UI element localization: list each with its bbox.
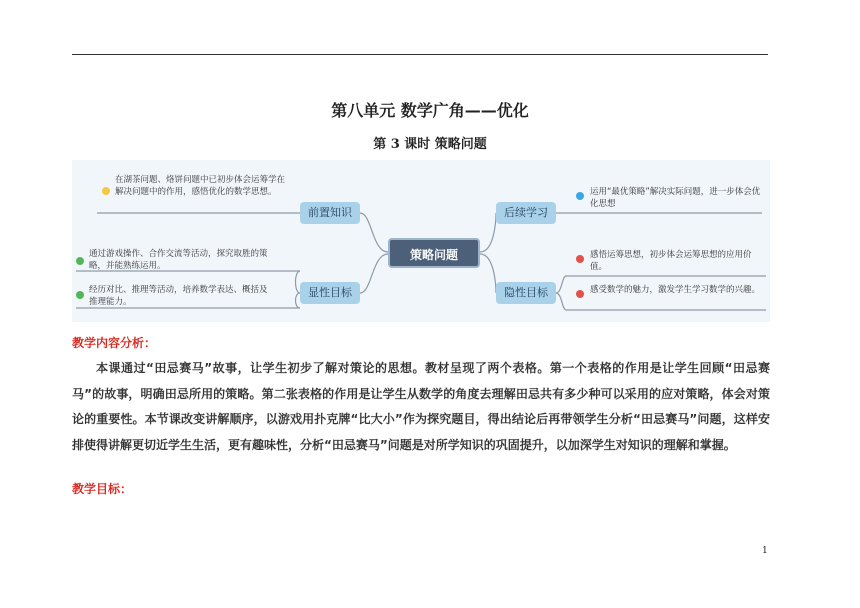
flag-icon xyxy=(576,290,584,298)
node-follow-up: 后续学习 xyxy=(496,202,556,224)
lesson-title: 第 3 课时 策略问题 xyxy=(373,137,487,152)
center-node: 策略问题 xyxy=(388,238,480,268)
leaf-follow-up: 运用“最优策略”解决实际问题，进一步体会优化思想 xyxy=(590,187,761,209)
info-icon xyxy=(576,192,584,200)
page-number: 1 xyxy=(762,546,768,556)
smile-icon xyxy=(102,187,110,195)
check-icon xyxy=(76,257,84,265)
header-rule xyxy=(72,54,768,55)
goals-heading: 教学目标： xyxy=(72,482,133,496)
analysis-paragraph: 本课通过“田忌赛马”故事，让学生初步了解对策论的思想。教材呈现了两个表格。第一个表格的作用是让学生回顾“田忌赛马”的故事，明确田忌所用的策略。第二张表格的作用是让学生从数学的角度去理解田忌共有多少种可以采用的应对策略，体会对策论的重要性。本节课改变讲解顺序，以游戏用扑克牌“比大小”作为探究题目，得出结论后再带领学生分析“田忌赛马”问题，这样安排使得讲解更切近学生生活，更有趣味性，分析“田忌赛马”问题是对所学知识的巩固提升，以加深学生对知识的理解和掌握。 xyxy=(72,361,770,452)
leaf-implicit-goal-2: 感受数学的魅力，激发学生学习数学的兴趣。 xyxy=(590,285,761,295)
mind-map xyxy=(72,160,770,322)
node-prior-knowledge: 前置知识 xyxy=(300,202,360,224)
leaf-explicit-goal-1: 通过游戏操作、合作交流等活动，探究取胜的策略，并能熟练运用。 xyxy=(89,249,268,271)
leaf-explicit-goal-2: 经历对比、推理等活动，培养数学表达、概括及推理能力。 xyxy=(89,285,268,307)
analysis-heading: 教学内容分析： xyxy=(72,336,157,350)
check-icon xyxy=(76,291,84,299)
node-implicit-goals: 隐性目标 xyxy=(496,282,556,304)
leaf-prior-knowledge: 在湖茶问题、烙饼问题中已初步体会运筹学在解决问题中的作用，感悟优化的数学思想。 xyxy=(115,175,286,197)
node-explicit-goals: 显性目标 xyxy=(300,282,360,304)
flag-icon xyxy=(576,255,584,263)
unit-title: 第八单元 数学广角——优化 xyxy=(331,101,529,120)
leaf-implicit-goal-1: 感悟运筹思想，初步体会运筹思想的应用价值。 xyxy=(590,250,752,272)
